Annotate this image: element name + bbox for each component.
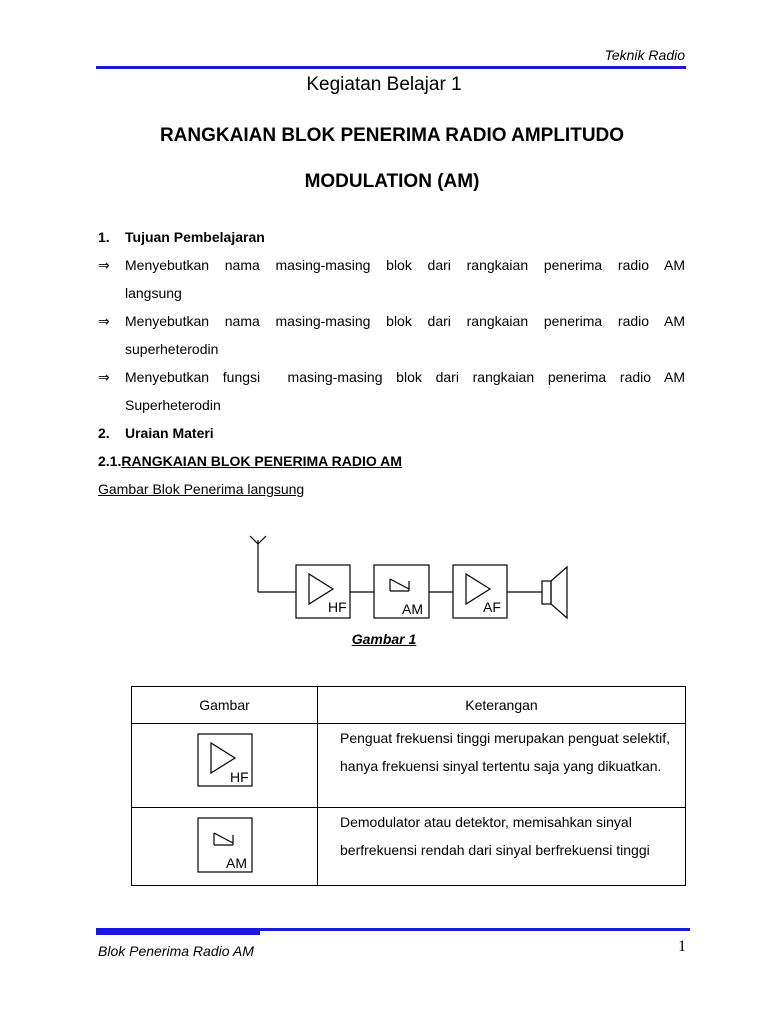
speaker-icon xyxy=(542,567,567,618)
objective-line: langsung xyxy=(125,285,182,301)
page-number: 1 xyxy=(678,938,686,955)
block-label: AF xyxy=(483,599,501,615)
document-title xyxy=(100,113,684,205)
column-header: Gambar xyxy=(132,687,318,724)
column-header: Keterangan xyxy=(318,687,686,724)
objective-item xyxy=(98,251,685,307)
table-row xyxy=(132,808,686,886)
figure-intro: Gambar Blok Penerima langsung xyxy=(98,481,305,497)
header-rule xyxy=(96,66,686,69)
hf-amplifier-block xyxy=(296,565,350,618)
material-number: 2. xyxy=(98,425,110,441)
description-cell: Penguat frekuensi tinggi merupakan penguat selektif, hanya frekuensi sinyal tertentu saja yang dikuatkan. xyxy=(318,724,686,808)
objective-line: Superheterodin xyxy=(125,397,221,413)
activity-title: Kegiatan Belajar 1 xyxy=(306,74,462,95)
table-header-row xyxy=(132,687,686,724)
title-line-2: MODULATION (AM) xyxy=(304,171,480,192)
section-heading xyxy=(98,447,685,475)
arrow-icon: ⇒ xyxy=(98,313,110,329)
objectives-section xyxy=(98,223,685,503)
running-header: Teknik Radio xyxy=(604,47,685,63)
symbol-cell xyxy=(132,808,318,886)
objectives-number: 1. xyxy=(98,229,110,245)
symbol-label: AM xyxy=(226,855,247,871)
material-heading xyxy=(98,419,685,447)
section-heading-text: RANGKAIAN BLOK PENERIMA RADIO AM xyxy=(121,453,402,469)
af-amplifier-block xyxy=(453,565,507,618)
section-number: 2.1. xyxy=(98,453,122,469)
objectives-heading-text: Tujuan Pembelajaran xyxy=(125,229,265,245)
symbol-label: HF xyxy=(230,769,249,785)
antenna-icon xyxy=(250,536,296,592)
footer-rule-accent xyxy=(96,931,260,935)
material-heading-text: Uraian Materi xyxy=(125,425,214,441)
am-detector-symbol xyxy=(197,817,253,873)
objective-line: superheterodin xyxy=(125,341,219,357)
objectives-heading xyxy=(98,223,685,251)
arrow-icon: ⇒ xyxy=(98,369,110,385)
objective-line: Menyebutkan nama masing-masing blok dari rangkaian penerima radio AM xyxy=(125,257,685,273)
objective-item xyxy=(98,363,685,419)
am-detector-block xyxy=(374,565,429,618)
title-line-1: RANGKAIAN BLOK PENERIMA RADIO AMPLITUDO xyxy=(159,125,625,146)
objective-item xyxy=(98,307,685,363)
hf-amplifier-symbol xyxy=(197,733,253,787)
objective-line: Menyebutkan nama masing-masing blok dari rangkaian penerima radio AM xyxy=(125,313,685,329)
block-label: HF xyxy=(328,599,347,615)
objective-line: Menyebutkan fungsi masing-masing blok dari rangkaian penerima radio AM xyxy=(125,369,685,385)
block-label: AM xyxy=(402,601,423,617)
description-cell: Demodulator atau detektor, memisahkan sinyal berfrekuensi rendah dari sinyal berfrekuensi tinggi xyxy=(318,808,686,886)
arrow-icon: ⇒ xyxy=(98,257,110,273)
figure-caption: Gambar 1 xyxy=(351,631,417,647)
footer-title: Blok Penerima Radio AM xyxy=(98,943,254,959)
description-table xyxy=(131,686,686,886)
table-row xyxy=(132,724,686,808)
symbol-cell xyxy=(132,724,318,808)
block-diagram xyxy=(240,530,580,625)
